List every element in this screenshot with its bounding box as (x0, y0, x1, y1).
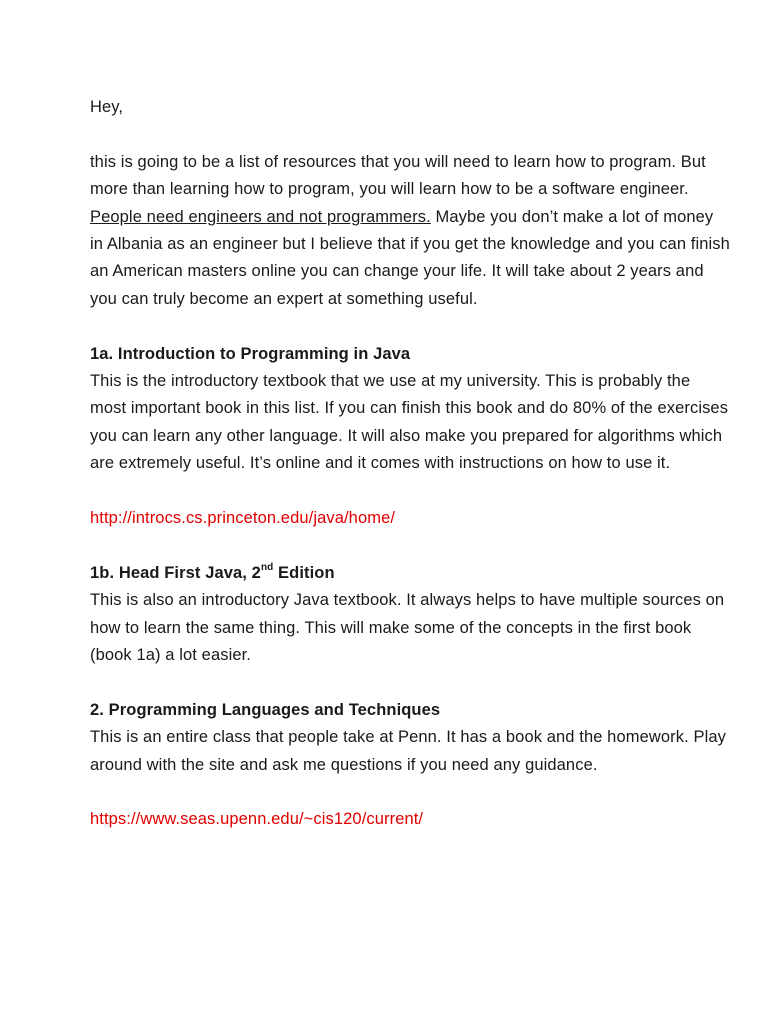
section-2-link[interactable]: https://www.seas.upenn.edu/~cis120/current/ (90, 810, 424, 829)
section-1b-body: This is also an introductory Java textbook. It always helps to have multiple sources on how to learn the same thing. This will make some of the concepts in the first book (book 1a) a lot easier. (90, 591, 725, 665)
document-page (90, 94, 730, 834)
intro-underlined-text: People need engineers and not programmers. (90, 207, 431, 226)
section-1a-heading: 1a. Introduction to Programming in Java (90, 344, 411, 363)
section-1a-link[interactable]: http://introcs.cs.princeton.edu/java/home/ (90, 509, 396, 528)
spacer (90, 532, 730, 559)
intro-text-before: this is going to be a list of resources that you will need to learn how to program. But more than learning how to program, you will learn how to be a software engineer. (90, 152, 706, 199)
intro-paragraph (90, 149, 730, 313)
spacer (90, 121, 730, 148)
spacer (90, 313, 730, 340)
greeting: Hey, (90, 98, 124, 116)
section-1b-heading-superscript: nd (260, 562, 274, 574)
section-1b-heading-main: 1b. Head First Java, 2 (90, 563, 261, 582)
section-1b-heading-tail: Edition (273, 563, 335, 582)
intro-text-after: Maybe you don’t make a lot of money in Albania as an engineer but I believe that if you get the knowledge and you can finish an American masters online you can change your life. It will take about 2 years and you can truly become an expert at something useful. (90, 207, 730, 308)
spacer (90, 669, 730, 696)
spacer (90, 478, 730, 505)
spacer (90, 779, 730, 806)
section-1a-body: This is the introductory textbook that we use at my university. This is probably the most important book in this list. If you can finish this book and do 80% of the exercises you can learn any other language. It will also make you prepared for algorithms which are extremely useful. It’s online and it comes with instructions on how to use it. (90, 372, 729, 473)
section-2-heading: 2. Programming Languages and Techniques (90, 700, 441, 719)
section-2-body: This is an entire class that people take at Penn. It has a book and the homework. Play around with the site and ask me questions if you need any guidance. (90, 728, 726, 774)
section-1b-heading (90, 560, 730, 587)
